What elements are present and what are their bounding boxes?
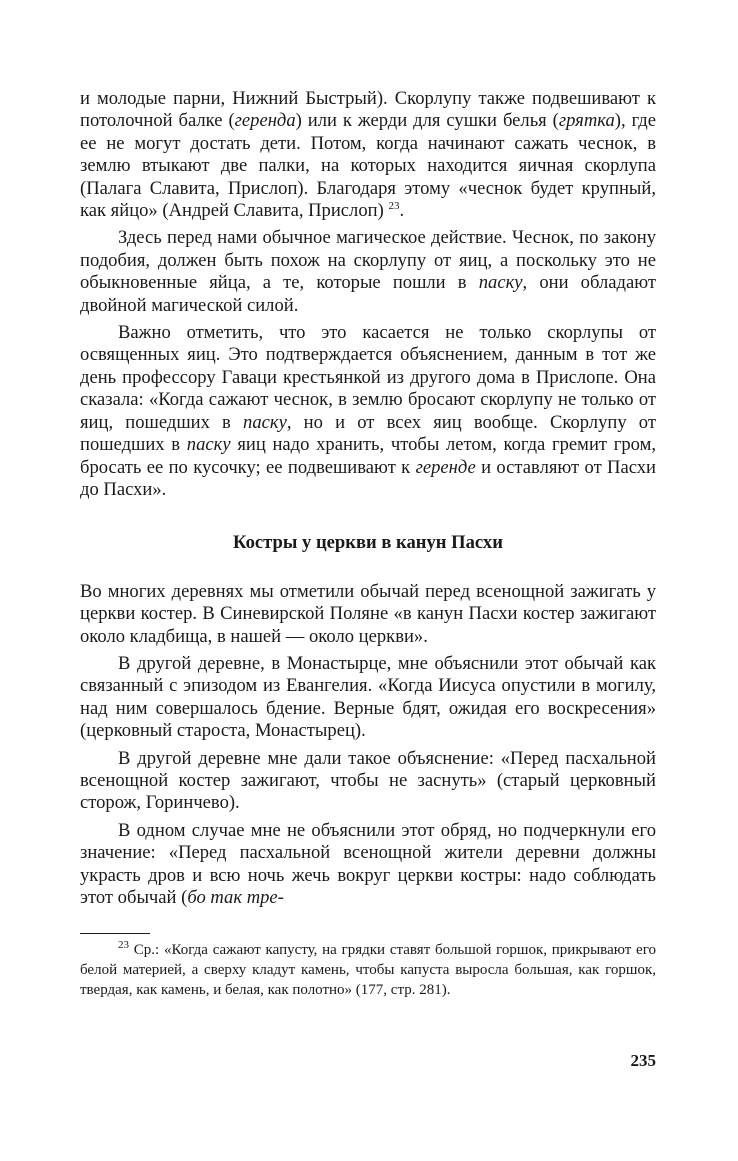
italic-term: бо так тре- [187, 887, 284, 908]
italic-term: паску [478, 272, 523, 294]
paragraph: Важно отметить, что это касается не только скорлупы от освященных яиц. Это подтверждается объяснением, данным в тот же день профессору Гаваци крестьянкой из другого дома в Прислопе. Она сказала: «Когда сажают чеснок, в землю бросают скорлупу не только от яиц, пошедших в паску, но и от всех яиц вообще. Скорлупу от пошедших в паску яиц надо хранить, чтобы летом, когда гремит гром, бросать ее по кусочку; ее подвешивают к геренде и оставляют от Пасхи до Пасхи». [80, 322, 656, 500]
italic-term: грятка [558, 110, 615, 132]
italic-term: геренде [415, 456, 476, 478]
page-body [80, 88, 656, 1000]
paragraph: и молодые парни, Нижний Быстрый). Скорлупу также подвешивают к потолочной балке (геренда) или к жерди для сушки белья (грятка), где ее не могут достать дети. Потом, когда начинают сажать чеснок, в землю втыкают две палки, на которых находится яичная скорлупа (Палага Славита, Прислоп). Благодаря этому «чеснок будет крупный, как яйцо» (Андрей Славита, Прислоп) $^{23}$. [80, 88, 656, 222]
footnote [80, 940, 656, 1000]
italic-term: паску [243, 411, 287, 433]
footnote-divider [80, 933, 150, 934]
footnote-reference: 23 [388, 199, 400, 212]
paragraph: В другой деревне мне дали такое объяснение: «Перед пасхальной всенощной костер зажигают, чтобы не заснуть» (старый церковный сторож, Горинчево). [80, 747, 656, 814]
italic-term: геренда [234, 110, 296, 132]
paragraph: В одном случае мне не объяснили этот обряд, но подчеркнули его значение: «Перед пасхальной всенощной жители деревни должны украсть дров и всю ночь жечь вокруг церкви костры: надо соблюдать этот обычай (бо так тре- [80, 819, 656, 908]
paragraph: Во многих деревнях мы отметили обычай перед всенощной зажигать у церкви костер. В Синевирской Поляне «в канун Пасхи костер зажигают около кладбища, в нашей — около церкви». [80, 580, 656, 647]
bottom-text-block [80, 581, 656, 910]
top-text-block [80, 88, 656, 501]
footnote-marker: 23 [118, 939, 129, 952]
italic-term: паску [186, 434, 231, 456]
paragraph: Здесь перед нами обычное магическое действие. Чеснок, по закону подобия, должен быть похож на скорлупу от яиц, а поскольку это не обыкновенные яйца, а те, которые пошли в паску, они обладают двойной магической силой. [80, 227, 656, 316]
paragraph: В другой деревне, в Монастырце, мне объяснили этот обычай как связанный с эпизодом из Евангелия. «Когда Иисуса опустили в могилу, над ним совершалось бдение. Верные бдят, ожидая его воскресения» (церковный староста, Монастырец). [80, 652, 656, 742]
section-heading: Костры у церкви в канун Пасхи [233, 532, 503, 554]
page-number: 235 [630, 1051, 656, 1070]
footnote-text: Ср.: «Когда сажают капусту, на грядки ставят большой горшок, прикрывают его белой материей, а сверху кладут камень, чтобы капуста выросла большая, как горшок, твердая, как камень, и белая, как полотно» (177, стр. 281). [80, 942, 656, 999]
